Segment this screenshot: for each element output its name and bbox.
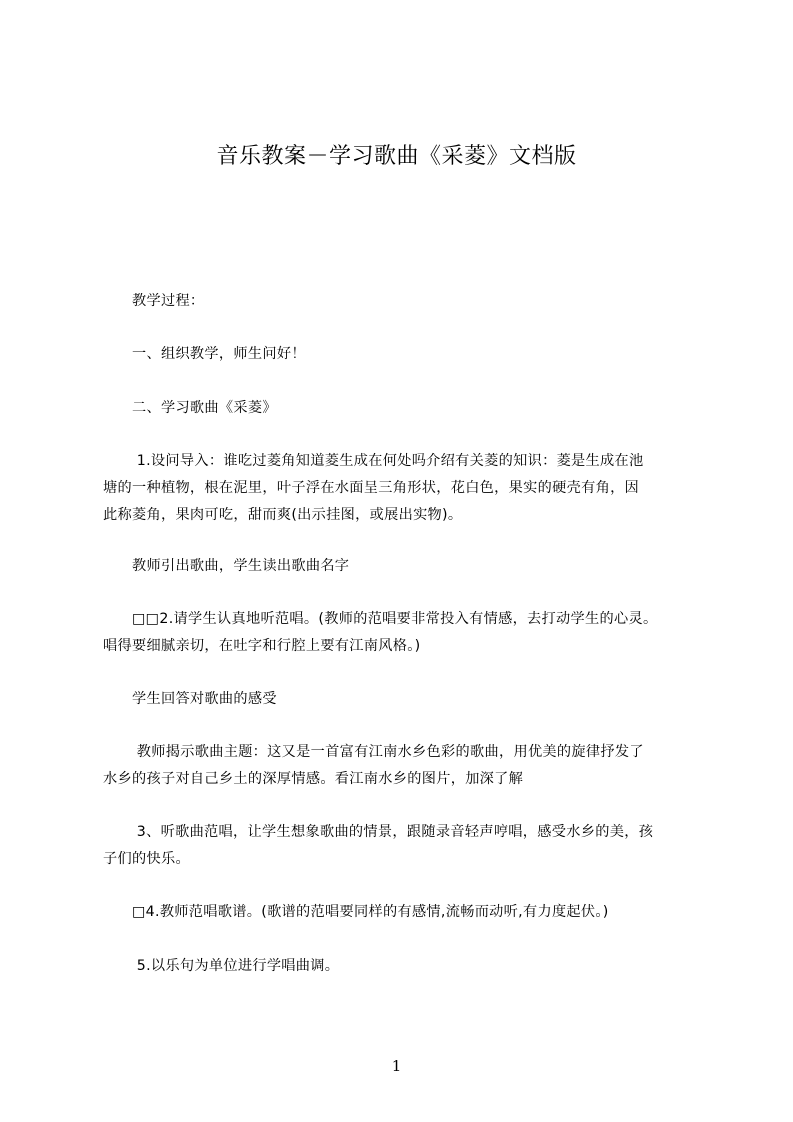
paragraph-step-2 bbox=[103, 606, 713, 660]
paragraph-line: 一、组织教学，师生问好！ bbox=[103, 346, 306, 362]
paragraph-theme bbox=[103, 739, 713, 793]
paragraph-student-feedback bbox=[103, 686, 713, 713]
paragraph-line: 子们的快乐。 bbox=[103, 851, 190, 867]
paragraph-step-4 bbox=[103, 899, 713, 926]
paragraph-section-2 bbox=[103, 395, 713, 422]
paragraph-line: 学生回答对歌曲的感受 bbox=[103, 691, 277, 707]
paragraph-line: 二、学习歌曲《采菱》 bbox=[103, 400, 277, 416]
paragraph-line: □□2.请学生认真地听范唱。(教师的范唱要非常投入有情感，去打动学生的心灵。 bbox=[103, 611, 658, 627]
paragraph-line: 教师揭示歌曲主题：这又是一首富有江南水乡色彩的歌曲，用优美的旋律抒发了 bbox=[103, 744, 644, 760]
paragraph-step-3 bbox=[103, 819, 713, 873]
paragraph-teaching-process bbox=[103, 288, 713, 315]
paragraph-line: 此称菱角，果肉可吃，甜而爽(出示挂图，或展出实物)。 bbox=[103, 507, 463, 523]
paragraph-line: 唱得要细腻亲切，在吐字和行腔上要有江南风格。) bbox=[103, 638, 421, 654]
paragraph-teacher-intro bbox=[103, 553, 713, 580]
page-number: 1 bbox=[391, 1057, 402, 1075]
paragraph-step-1 bbox=[103, 448, 713, 529]
paragraph-line: 3、听歌曲范唱，让学生想象歌曲的情景，跟随录音轻声哼唱，感受水乡的美，孩 bbox=[103, 824, 654, 840]
paragraph-line: 塘的一种植物，根在泥里，叶子浮在水面呈三角形状，花白色，果实的硬壳有角，因 bbox=[103, 480, 640, 496]
page-title: 音乐教案－学习歌曲《采菱》文档版 bbox=[216, 144, 577, 169]
paragraph-section-1 bbox=[103, 341, 713, 368]
paragraph-line: 水乡的孩子对自己乡土的深厚情感。看江南水乡的图片，加深了解 bbox=[103, 771, 524, 787]
paragraph-step-5 bbox=[103, 953, 713, 980]
paragraph-line: 5.以乐句为单位进行学唱曲调。 bbox=[103, 958, 340, 974]
paragraph-line: 教师引出歌曲，学生读出歌曲名字 bbox=[103, 558, 350, 574]
paragraph-line: □4.教师范唱歌谱。(歌谱的范唱要同样的有感情,流畅而动听,有力度起伏。) bbox=[103, 904, 609, 920]
paragraph-line: 1.设问导入：谁吃过菱角知道菱生成在何处吗介绍有关菱的知识：菱是生成在池 bbox=[103, 453, 644, 469]
paragraph-line: 教学过程： bbox=[103, 293, 205, 309]
